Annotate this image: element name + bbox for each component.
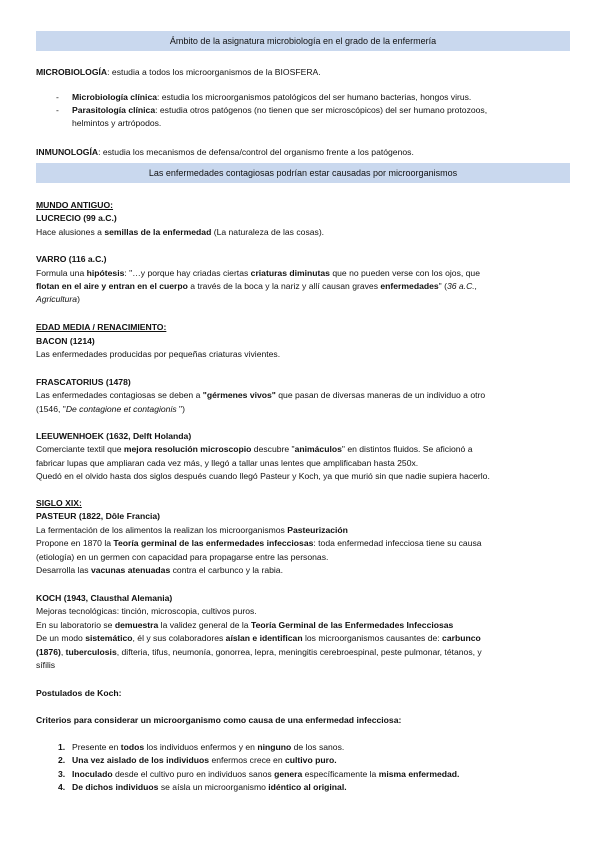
text: La fermentación de los alimentos la realizan los microorganismos xyxy=(36,525,288,535)
text: Teoría germinal de las enfermedades infecciosas xyxy=(113,538,314,548)
text: Inoculado xyxy=(72,769,113,779)
varro-name: VARRO (116 a.C.) xyxy=(36,254,107,264)
text: idéntico al original. xyxy=(268,782,347,792)
text: se aísla un microorganismo xyxy=(158,782,269,792)
immunology-text: : estudia los mecanismos de defensa/control del organismo frente a los patógenos. xyxy=(98,147,414,157)
varro-text-3 xyxy=(36,293,576,305)
text: De un modo xyxy=(36,633,86,643)
text: demuestra xyxy=(114,620,159,630)
leeuwenhoek-text-1 xyxy=(36,443,576,455)
text: enfermedades xyxy=(380,281,439,291)
list-number: 4. xyxy=(58,782,66,792)
text: (1546, " xyxy=(36,404,66,414)
list-number: 3. xyxy=(58,769,66,779)
lucrecio-name: LUCRECIO (99 a.C.) xyxy=(36,213,117,223)
text: " ( xyxy=(438,281,447,291)
text: "gérmenes vivos" xyxy=(202,390,276,400)
koch-name: KOCH (1943, Clausthal Alemania) xyxy=(36,593,173,603)
varro-text-1 xyxy=(36,267,576,279)
text: aíslan e identifican xyxy=(225,633,303,643)
pasteur-text-3: (etiología) en un germen con capacidad para propagarse entre las personas. xyxy=(36,552,329,562)
text: ninguno xyxy=(257,742,292,752)
section-heading: MUNDO ANTIGUO: xyxy=(36,200,114,210)
text: , él y sus colaboradores xyxy=(132,633,226,643)
bullet-clinical-micro xyxy=(72,91,572,103)
text: contra el carbunco y la rabia. xyxy=(170,565,283,575)
text: (La naturaleza de las cosas). xyxy=(211,227,325,237)
heading-ancient-world xyxy=(36,199,576,211)
text: a través de la boca y la nariz y allí causan graves xyxy=(187,281,381,291)
lucrecio-text xyxy=(36,226,576,238)
text: misma enfermedad. xyxy=(378,769,460,779)
text: Comerciante textil que xyxy=(36,444,124,454)
bacon-text: Las enfermedades producidas por pequeñas criaturas vivientes. xyxy=(36,349,281,359)
text: descubre " xyxy=(251,444,295,454)
microbiology-label: MICROBIOLOGÍA xyxy=(36,67,108,77)
text: todos xyxy=(120,742,145,752)
text: ) xyxy=(77,294,80,304)
text: Agricultura xyxy=(36,294,78,304)
text: En su laboratorio se xyxy=(36,620,115,630)
text: de los sanos. xyxy=(291,742,345,752)
text: mejora resolución microscopio xyxy=(123,444,252,454)
koch-text-1: Mejoras tecnológicas: tinción, microscopia, cultivos puros. xyxy=(36,606,257,616)
leeuwenhoek-name: LEEUWENHOEK (1632, Delft Holanda) xyxy=(36,431,192,441)
section-heading: EDAD MEDIA / RENACIMIENTO: xyxy=(36,322,167,332)
list-item xyxy=(72,741,600,753)
bullet-text: : estudia otros patógenos (no tienen que ser microscópicos) del ser humano protozoos, xyxy=(155,105,488,115)
text: desde el cultivo puro en individuos sanos xyxy=(112,769,275,779)
list-number: 2. xyxy=(58,755,66,765)
koch-text-5: sífilis xyxy=(36,660,56,670)
pasteur-name: PASTEUR (1822, Dôle Francia) xyxy=(36,511,161,521)
text: : toda enfermedad infecciosa tiene su causa xyxy=(313,538,482,548)
bullet-label: Microbiología clínica xyxy=(72,92,157,102)
koch-postulates-heading: Postulados de Koch: xyxy=(36,688,122,698)
bacon-name: BACON (1214) xyxy=(36,336,95,346)
text: Una vez aislado de los individuos xyxy=(72,755,210,765)
koch-text-4 xyxy=(36,646,576,658)
leeuwenhoek-text-3: Quedó en el olvido hasta dos siglos después cuando llegó Pasteur y Koch, ya que murió sin que nadie supiera hacerlo. xyxy=(36,471,490,481)
text: , xyxy=(60,647,66,657)
text: hipótesis xyxy=(86,268,125,278)
text: genera xyxy=(274,769,303,779)
text: vacunas atenuadas xyxy=(90,565,171,575)
text: : "…y porque hay criadas ciertas xyxy=(124,268,251,278)
heading-19th-century xyxy=(36,497,576,509)
text: (1876) xyxy=(36,647,61,657)
section-heading: SIGLO XIX: xyxy=(36,498,82,508)
list-number: 1. xyxy=(58,742,66,752)
heading-middle-ages xyxy=(36,321,576,333)
text: los microorganismos causantes de: xyxy=(302,633,443,643)
koch-text-2 xyxy=(36,619,576,631)
text: De dichos individuos xyxy=(72,782,159,792)
bullet-dash: - xyxy=(56,92,59,102)
frascatorius-text-2 xyxy=(36,403,576,415)
text: Presente en xyxy=(72,742,121,752)
text: enfermos crece en xyxy=(209,755,286,765)
immunology-label: INMUNOLOGÍA xyxy=(36,147,99,157)
pasteur-text-1 xyxy=(36,524,576,536)
text: Hace alusiones a xyxy=(36,227,105,237)
bullet-label: Parasitología clínica xyxy=(72,105,156,115)
bullet-parasitology xyxy=(72,104,572,116)
text: Teoría Germinal de las Enfermedades Infecciosas xyxy=(250,620,454,630)
criteria-heading: Criterios para considerar un microorganismo como causa de una enfermedad infecciosa: xyxy=(36,715,402,725)
bullet-parasitology-cont: helmintos y artrópodos. xyxy=(72,118,162,128)
list-item xyxy=(72,754,600,766)
text: específicamente la xyxy=(302,769,379,779)
text: Las enfermedades contagiosas se deben a xyxy=(36,390,203,400)
leeuwenhoek-text-2: fabricar lupas que ampliaran cada vez más, y llegó a tallar unas lentes que amplificaban hasta 250x. xyxy=(36,458,419,468)
text: De contagione et contagionis xyxy=(65,404,177,414)
list-item xyxy=(72,781,600,793)
koch-text-3 xyxy=(36,632,576,644)
text: los individuos enfermos y en xyxy=(144,742,258,752)
text: que no pueden verse con los ojos, que xyxy=(329,268,480,278)
bullet-dash: - xyxy=(56,105,59,115)
text: que pasan de diversas maneras de un individuo a otro xyxy=(275,390,486,400)
text: Formula una xyxy=(36,268,87,278)
text: animáculos xyxy=(294,444,342,454)
bullet-text: : estudia los microorganismos patológicos del ser humano bacterias, hongos virus. xyxy=(157,92,472,102)
text: flotan en el aire y entran en el cuerpo xyxy=(36,281,188,291)
section-banner-scope: Ámbito de la asignatura microbiología en el grado de la enfermería xyxy=(36,31,570,51)
microbiology-text: : estudia a todos los microorganismos de la BIOSFERA. xyxy=(107,67,321,77)
text: criaturas diminutas xyxy=(250,268,330,278)
immunology-definition xyxy=(36,146,576,158)
frascatorius-text-1 xyxy=(36,389,576,401)
text: Pasteurización xyxy=(287,525,348,535)
text: sistemático xyxy=(85,633,133,643)
varro-text-2 xyxy=(36,280,576,292)
microbiology-definition xyxy=(36,66,576,78)
text: semillas de la enfermedad xyxy=(104,227,212,237)
text: la validez general de la xyxy=(158,620,251,630)
pasteur-text-2 xyxy=(36,537,576,549)
pasteur-text-4 xyxy=(36,564,576,576)
text: ") xyxy=(176,404,185,414)
text: Propone en 1870 la xyxy=(36,538,114,548)
section-banner-contagious: Las enfermedades contagiosas podrían estar causadas por microorganismos xyxy=(36,163,570,183)
text: " en distintos fluidos. Se aficionó a xyxy=(341,444,473,454)
text: 36 a.C., xyxy=(446,281,478,291)
text: tuberculosis xyxy=(65,647,117,657)
text: cultivo puro. xyxy=(285,755,337,765)
frascatorius-name: FRASCATORIUS (1478) xyxy=(36,377,131,387)
text: , difteria, tifus, neumonía, gonorrea, lepra, meningitis cerebroespinal, peste pulmonar, tétanos, y xyxy=(116,647,482,657)
list-item xyxy=(72,768,600,780)
text: Desarrolla las xyxy=(36,565,91,575)
text: carbunco xyxy=(442,633,481,643)
